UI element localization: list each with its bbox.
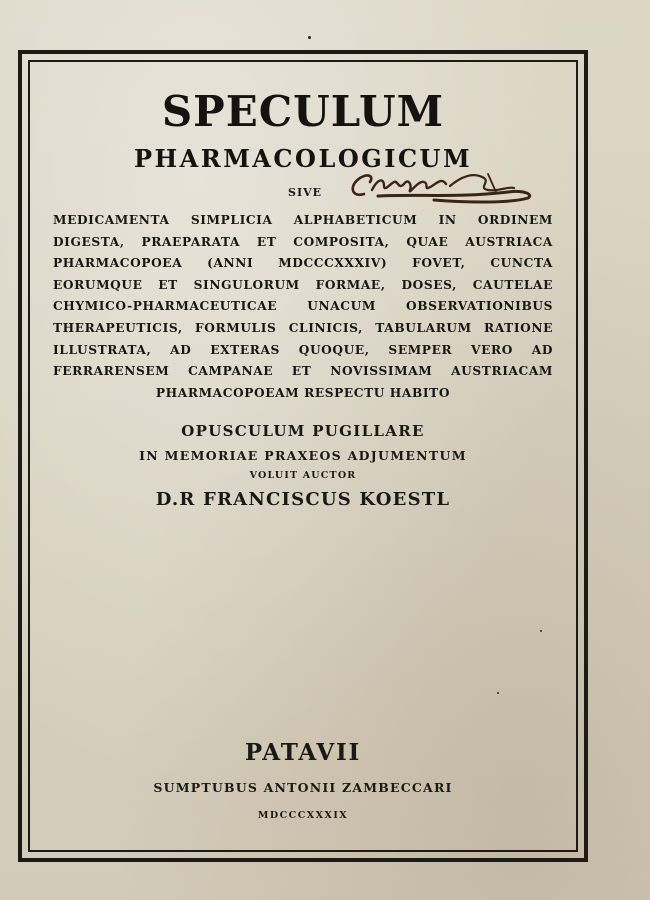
imprint-year: MDCCCXXXIX bbox=[257, 810, 349, 821]
paper-speck bbox=[308, 36, 311, 39]
sive-label: SIVE bbox=[288, 186, 323, 199]
imprint-place: PATAVII bbox=[244, 739, 362, 766]
handwritten-signature-icon bbox=[338, 164, 538, 214]
title-page-content bbox=[30, 62, 576, 821]
opusculum-line: OPUSCULUM PUGILLARE bbox=[181, 422, 425, 441]
book-subtitle: PHARMACOLOGICUM bbox=[133, 144, 473, 173]
author-name: D.R FRANCISCUS KOESTL bbox=[155, 489, 451, 511]
paper-speck bbox=[497, 692, 499, 694]
sive-row bbox=[30, 178, 576, 208]
descriptive-subtitle: MEDICAMENTA SIMPLICIA ALPHABETICUM IN ORDINEM DIGESTA, PRAEPARATA ET COMPOSITA, QUAE AUSTRIACA PHARMACOPOEA (ANNI MDCCCXXXIV) FOVET, CUNCTA EORUMQUE ET SINGULORUM FORMAE, DOSES, CAUTELAE CHYMICO-PHARMACEUTICAE UNACUM OBSERVATIONIBUS THERAPEUTICIS, FORMULIS CLINICIS, TABULARUM RATIONE ILLUSTRATA, AD EXTERAS QUOQUE, SEMPER VERO AD FERRARENSEM CAMPANAE ET NOVISSIMAM AUSTRIACAM PHARMACOPOEAM RESPECTU HABITO bbox=[53, 213, 553, 400]
voluit-auctor-line: VOLUIT AUCTOR bbox=[249, 470, 357, 482]
memoriae-line: IN MEMORIAE PRAXEOS ADJUMENTUM bbox=[139, 448, 467, 464]
book-title: SPECULUM bbox=[161, 87, 445, 136]
imprint-publisher: SUMPTUBUS ANTONII ZAMBECCARI bbox=[153, 780, 453, 795]
paper-speck bbox=[540, 630, 542, 632]
